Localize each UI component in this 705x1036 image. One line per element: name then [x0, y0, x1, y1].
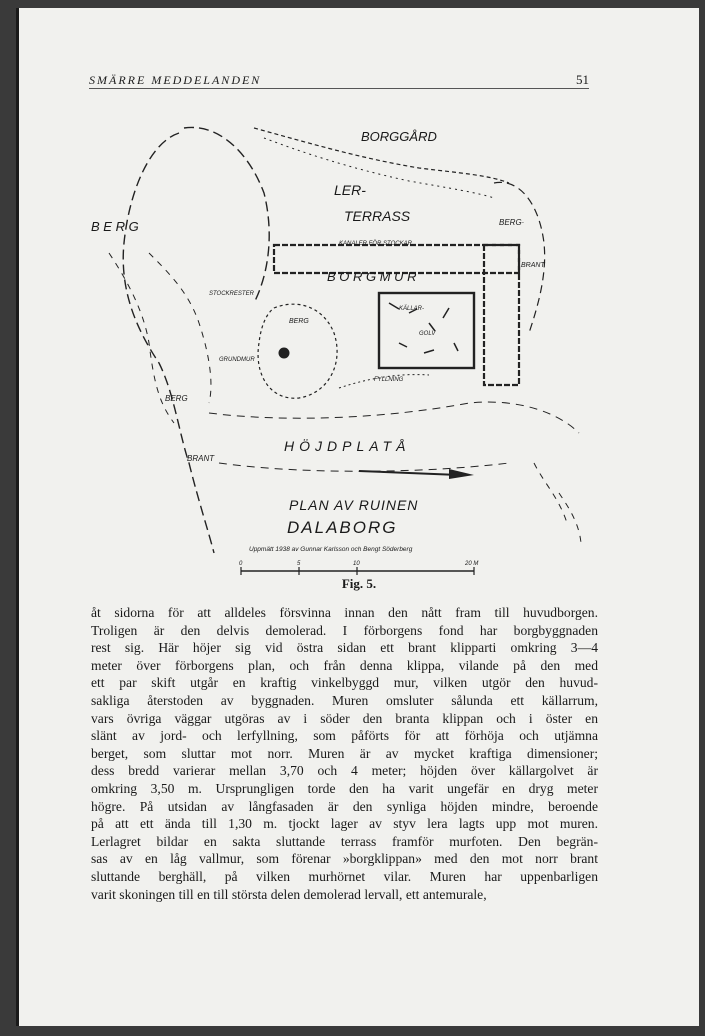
text-line: meter över förborgens plan, och från denna klippa, vilande på den med: [91, 657, 598, 673]
running-head-title: SMÄRRE MEDDELANDEN: [89, 73, 262, 87]
scale-5: 5: [297, 561, 301, 567]
label-ler: LER-: [334, 182, 366, 198]
label-hojdplata: HÖJDPLATÅ: [284, 438, 411, 454]
label-berg-inner: BERG: [289, 318, 309, 325]
label-borggard: BORGGÅRD: [361, 129, 437, 144]
label-kallar: KÄLLAR-: [399, 306, 425, 312]
book-page: [16, 8, 699, 1026]
text-line: högre. På utsidan av långfasaden är den synliga höjden mindre, beroende: [91, 798, 598, 814]
scale-10: 10: [353, 561, 360, 567]
text-line: åt sidorna för att alldeles försvinna innan den nått fram till huvudborgen.: [91, 605, 598, 620]
scale-20: 20 M: [465, 561, 479, 567]
label-brant-lower: BRANT: [187, 454, 215, 463]
label-terrass: TERRASS: [344, 208, 411, 224]
text-line: Lerlagret bildar en sakta sluttande terrass framför murfoten. Den begrän-: [91, 833, 598, 849]
label-dalaborg: DALABORG: [287, 518, 398, 537]
site-plan-figure: [89, 103, 609, 583]
text-line: ett par skift utgår en kraftig vinkelbyggd mur, vilken utgör den huvud-: [91, 675, 598, 691]
text-line: Troligen är den delvis demolerad. I förborgens fond har borgbyggnaden: [91, 622, 598, 638]
label-berg-left: B E R G: [91, 219, 139, 234]
page-number: 51: [576, 72, 589, 87]
label-berg-lower: BERG: [165, 394, 188, 403]
label-surveyed: Uppmätt 1938 av Gunnar Karlsson och Bengt Söderberg: [249, 546, 413, 553]
text-line: sas av en låg vallmur, som förenar »borgklippan» med den mot norr brant: [91, 851, 598, 867]
text-line: sakliga återstoden av byggnaden. Muren omsluter sålunda ett källarrum,: [91, 692, 598, 708]
text-line: på att ett ända till 1,30 m. tjockt lager av styv lera lagts upp mot muren.: [91, 816, 598, 832]
label-brant-right: BRANT: [521, 262, 545, 269]
body-text: [91, 604, 598, 903]
text-line: varit skoningen till en till största delen demolerad lervall, ett antemurale,: [91, 886, 487, 902]
label-grundmur: GRUNDMUR: [219, 357, 255, 363]
label-kanaler: KANALER FÖR STOCKAR: [339, 241, 412, 247]
text-line: omkring 3,50 m. Ursprungligen torde den ha varit ungefär en dryg meter: [91, 780, 598, 796]
label-fyllning: FYLLNING: [374, 377, 404, 383]
text-line: dess bredd varierar mellan 3,70 och 4 meter; höjden över källargolvet är: [91, 763, 598, 779]
running-head: [89, 72, 589, 88]
header-rule: [89, 88, 589, 89]
label-borgmur: B O R G M U R: [327, 269, 417, 284]
label-berg-right: BERG·: [499, 218, 525, 227]
text-line: slänt av jord- och lerfyllning, som påförts för att förhöja och utjämna: [91, 728, 598, 744]
label-plan-title: PLAN AV RUINEN: [289, 497, 419, 513]
text-line: berget, som sluttar mot norr. Muren är av mycket kraftiga dimensioner;: [91, 745, 598, 761]
label-golv: GOLV: [419, 331, 436, 337]
text-line: rest sig. Här höjer sig vid östra sidan ett brant klipparti omkring 3—4: [91, 640, 598, 656]
label-stockrester: STOCKRESTER: [209, 291, 254, 297]
text-line: sluttande berghäll, på vilken murhörnet vilar. Muren har uppenbarligen: [91, 868, 598, 884]
site-plan-drawing: [89, 103, 609, 583]
scale-0: 0: [239, 561, 243, 567]
text-line: vars övriga väggar utgöras av i söder den branta klippan och i öster en: [91, 710, 598, 726]
figure-caption: Fig. 5.: [341, 576, 377, 591]
